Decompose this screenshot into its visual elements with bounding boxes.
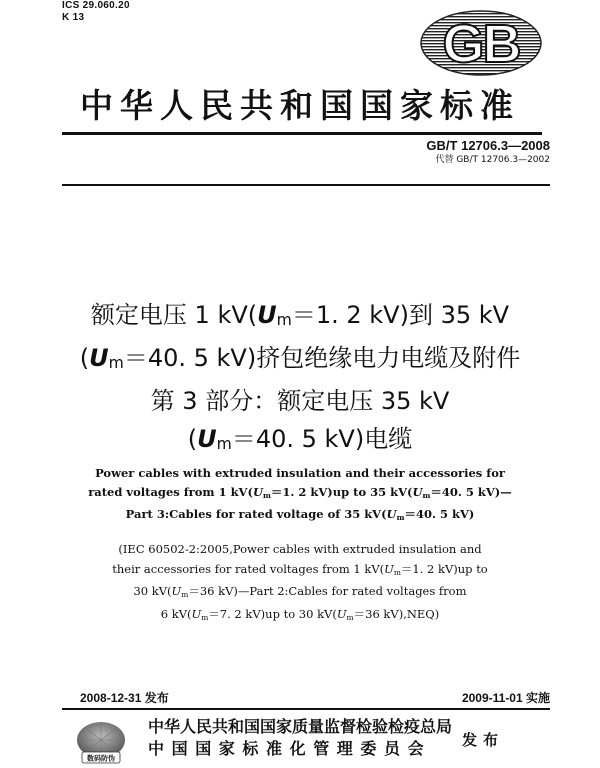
iec-line-4: 6 $kV(U_m=7$. 2 kV)up to 30 $kV(U_m=36$ kV),NEQ): [160, 606, 440, 622]
title-zh-line-3: 第 3 部分：额定电压 35 kV: [150, 387, 450, 415]
iec-line-2: their accessories for rated voltages from 1 $kV(U_m=1$. 2 kV)up to: [112, 561, 488, 577]
replaces-standard: 代替 GB/T 12706.3—2002: [435, 155, 550, 165]
standard-name-cn: 中华人民共和国国家标准: [80, 86, 520, 125]
header-divider: [62, 132, 542, 135]
title-chinese: [0, 296, 600, 463]
anti-counterfeit-seal-icon: [74, 720, 128, 766]
title-en-line-2: rated voltages from 1 $kV(U_m=1$. 2 kV)up to 35 $kV(U_m=40$. 5 kV)—: [88, 485, 512, 500]
ics-code-block: [62, 0, 130, 24]
title-english: [0, 464, 600, 527]
title-en-line-1: Power cables with extruded insulation and their accessories for: [95, 466, 505, 480]
title-en-line-3: Part 3:Cables for rated voltage of 35 $kV(U_m=40$. 5 kV): [125, 507, 475, 522]
date-divider: [62, 708, 550, 710]
iec-reference: [0, 540, 600, 627]
issuing-authorities: [148, 716, 452, 760]
classification-code: K 13: [62, 12, 85, 23]
iec-line-3: 30 $kV(U_m=36$ kV)—Part 2:Cables for rated voltages from: [133, 584, 467, 599]
title-zh-line-4: ($U_m=40$. 5 kV)电缆: [187, 425, 413, 453]
standard-number: GB/T 12706.3—2008: [426, 138, 550, 153]
title-zh-line-1: 额定电压 1 $kV(U_m=1$. 2 kV)到 35 kV: [90, 301, 510, 329]
issuer-line-1: 中华人民共和国国家质量监督检验检疫总局: [148, 717, 453, 736]
issue-date: 2008-12-31 发布: [80, 691, 169, 705]
publish-label: 发布: [462, 731, 505, 749]
title-zh-line-2: ($U_m=40$. 5 kV)挤包绝缘电力电缆及附件: [79, 344, 521, 372]
number-divider: [62, 184, 550, 186]
iec-line-1: (IEC 60502-2:2005,Power cables with extruded insulation and: [118, 542, 482, 556]
gb-logo-icon: [420, 10, 542, 76]
ics-code: ICS 29.060.20: [62, 0, 130, 11]
gb-logo-text: GB: [442, 14, 520, 74]
issuer-line-2: 中国国家标准化管理委员会: [148, 739, 432, 758]
seal-text: 数码防伪: [87, 754, 115, 763]
implementation-date: 2009-11-01 实施: [461, 691, 550, 705]
